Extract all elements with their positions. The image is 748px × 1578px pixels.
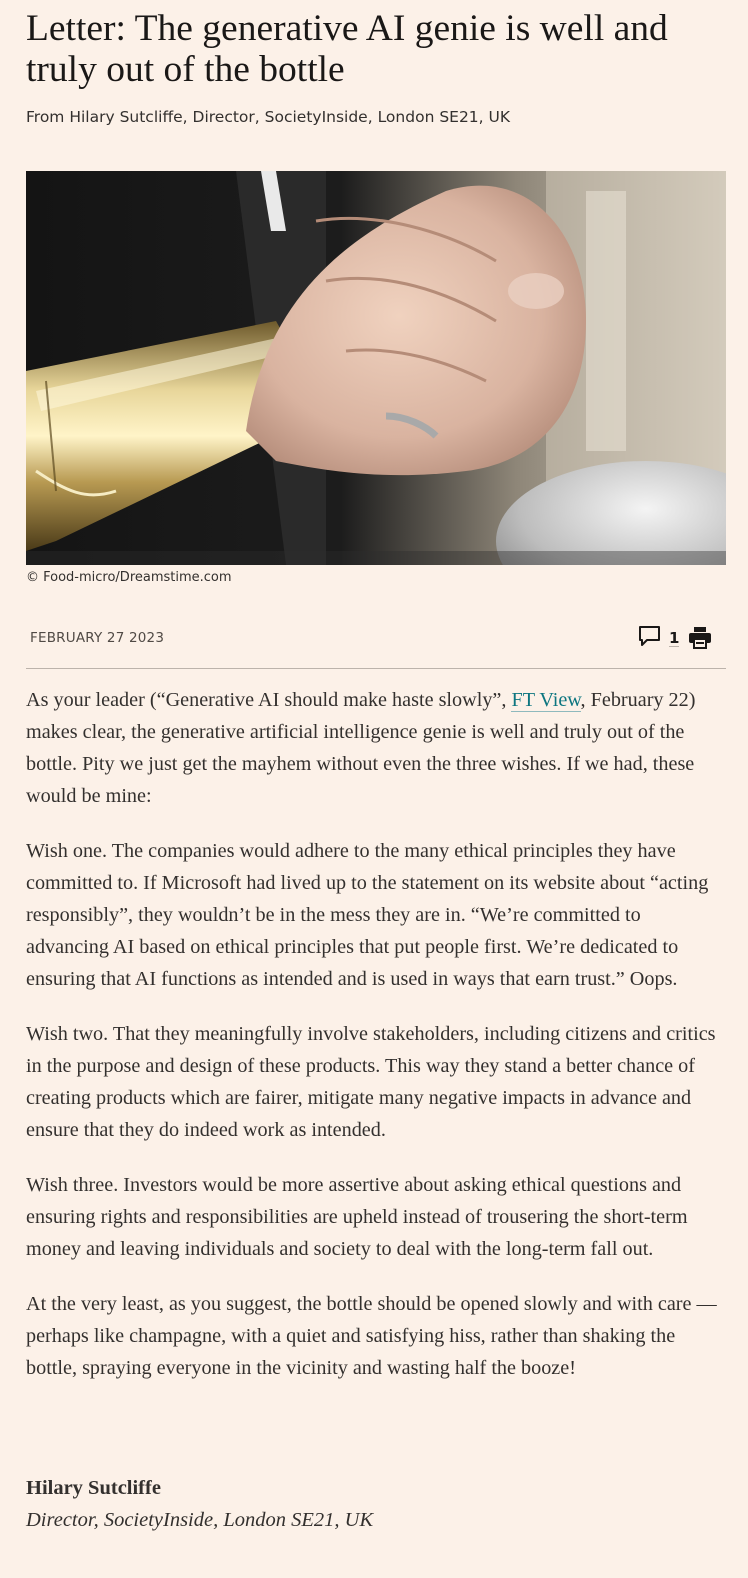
article-meta-bar xyxy=(26,620,726,669)
article-body xyxy=(26,684,726,1407)
publish-date: FEBRUARY 27 2023 xyxy=(30,630,165,646)
intro-text-start: As your leader (“Generative AI should make haste slowly”, xyxy=(26,689,512,711)
printer-icon xyxy=(688,634,712,653)
author-title: Director, SocietyInside, London SE21, UK xyxy=(26,1509,374,1531)
paragraph-wish-two: Wish two. That they meaningfully involve stakeholders, including citizens and critics in the purpose and design of these products. This way they stand a better chance of creating products which are fairer, mitigate many negative impacts in advance and ensure that they do indeed work as intended. xyxy=(26,1023,716,1141)
intro-text-end: , February 22) makes clear, the generative artificial intelligence genie is well and truly out of the bottle. Pity we just get the mayhem without even the three wishes. If we had, these would be mine: xyxy=(26,689,696,807)
print-button[interactable] xyxy=(688,625,712,653)
paragraph-wish-three: Wish three. Investors would be more assertive about asking ethical questions and ensuring rights and responsibilities are upheld instead of trousering the short-term money and leaving individuals and society to deal with the long-term fall out. xyxy=(26,1174,688,1260)
champagne-bottle-photo xyxy=(26,171,726,565)
article-headline: Letter: The generative AI genie is well and truly out of the bottle xyxy=(26,8,668,90)
speech-bubble-icon xyxy=(638,624,662,652)
paragraph-intro xyxy=(26,684,726,812)
comment-count: 1 xyxy=(669,628,680,647)
letter-signature xyxy=(26,1472,373,1536)
paragraph-conclusion: At the very least, as you suggest, the bottle should be opened slowly and with care — perhaps like champagne, with a quiet and satisfying hiss, rather than shaking the bottle, spraying everyone in the vicinity and wasting half the booze! xyxy=(26,1293,717,1379)
article-standfirst: From Hilary Sutcliffe, Director, SocietyInside, London SE21, UK xyxy=(26,108,511,126)
author-name: Hilary Sutcliffe xyxy=(26,1477,161,1499)
image-caption: © Food-micro/Dreamstime.com xyxy=(26,570,232,585)
paragraph-wish-one: Wish one. The companies would adhere to the many ethical principles they have committed to. If Microsoft had lived up to the statement on its website about “acting responsibly”, they wouldn’t be in the mess they are in. “We’re committed to advancing AI based on ethical principles that put people first. We’re dedicated to ensuring that AI functions as intended and is used in ways that earn trust.” Oops. xyxy=(26,840,709,990)
comments-button[interactable] xyxy=(638,625,679,651)
ft-view-link[interactable]: FT View xyxy=(511,689,581,711)
